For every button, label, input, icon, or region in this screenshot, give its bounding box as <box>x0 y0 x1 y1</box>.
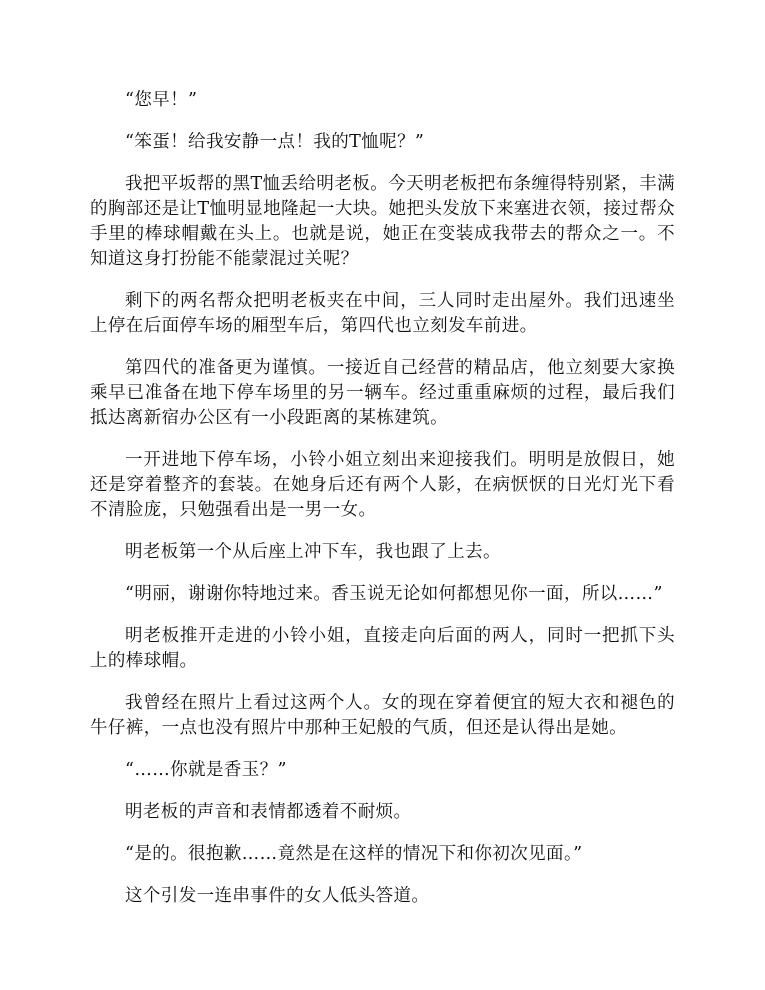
paragraph: 剩下的两名帮众把明老板夹在中间，三人同时走出屋外。我们迅速坐上停在后面停车场的厢型车后，第四代也立刻发车前进。 <box>90 291 675 336</box>
paragraph: “您早！” <box>125 90 198 110</box>
paragraph: “明丽，谢谢你特地过来。香玉说无论如何都想见你一面，所以……” <box>125 584 663 604</box>
paragraph: 我曾经在照片上看过这两个人。女的现在穿着便宜的短大衣和褪色的牛仔裤，一点也没有照片中那种王妃般的气质，但还是认得出是她。 <box>90 693 675 738</box>
paragraph: 明老板第一个从后座上冲下车，我也跟了上去。 <box>125 542 501 562</box>
paragraph: 一开进地下停车场，小铃小姐立刻出来迎接我们。明明是放假日，她还是穿着整齐的套装。在她身后还有两个人影，在病恹恹的日光灯光下看不清脸庞，只勉强看出是一男一女。 <box>90 450 675 520</box>
paragraph: 这个引发一连串事件的女人低头答道。 <box>125 886 430 906</box>
paragraph: 我把平坂帮的黑T恤丢给明老板。今天明老板把布条缠得特别紧，丰满的胸部还是让T恤明显地隆起一大块。她把头发放下来塞进衣领，接过帮众手里的棒球帽戴在头上。也就是说，她正在变装成我带去的帮众之一。不知道这身打扮能不能蒙混过关呢？ <box>90 174 675 269</box>
paragraph: 第四代的准备更为谨慎。一接近自己经营的精品店，他立刻要大家换乘早已准备在地下停车场里的另一辆车。经过重重麻烦的过程，最后我们抵达离新宿办公区有一小段距离的某栋建筑。 <box>90 358 675 428</box>
paragraph: 明老板推开走进的小铃小姐，直接走向后面的两人，同时一把抓下头上的棒球帽。 <box>90 626 675 671</box>
document-body <box>90 88 675 926</box>
paragraph: “是的。很抱歉……竟然是在这样的情况下和你初次见面。” <box>125 844 583 864</box>
paragraph: “笨蛋！给我安静一点！我的T恤呢？” <box>125 132 425 152</box>
paragraph: 明老板的声音和表情都透着不耐烦。 <box>125 802 412 822</box>
paragraph: “……你就是香玉？” <box>125 760 287 780</box>
